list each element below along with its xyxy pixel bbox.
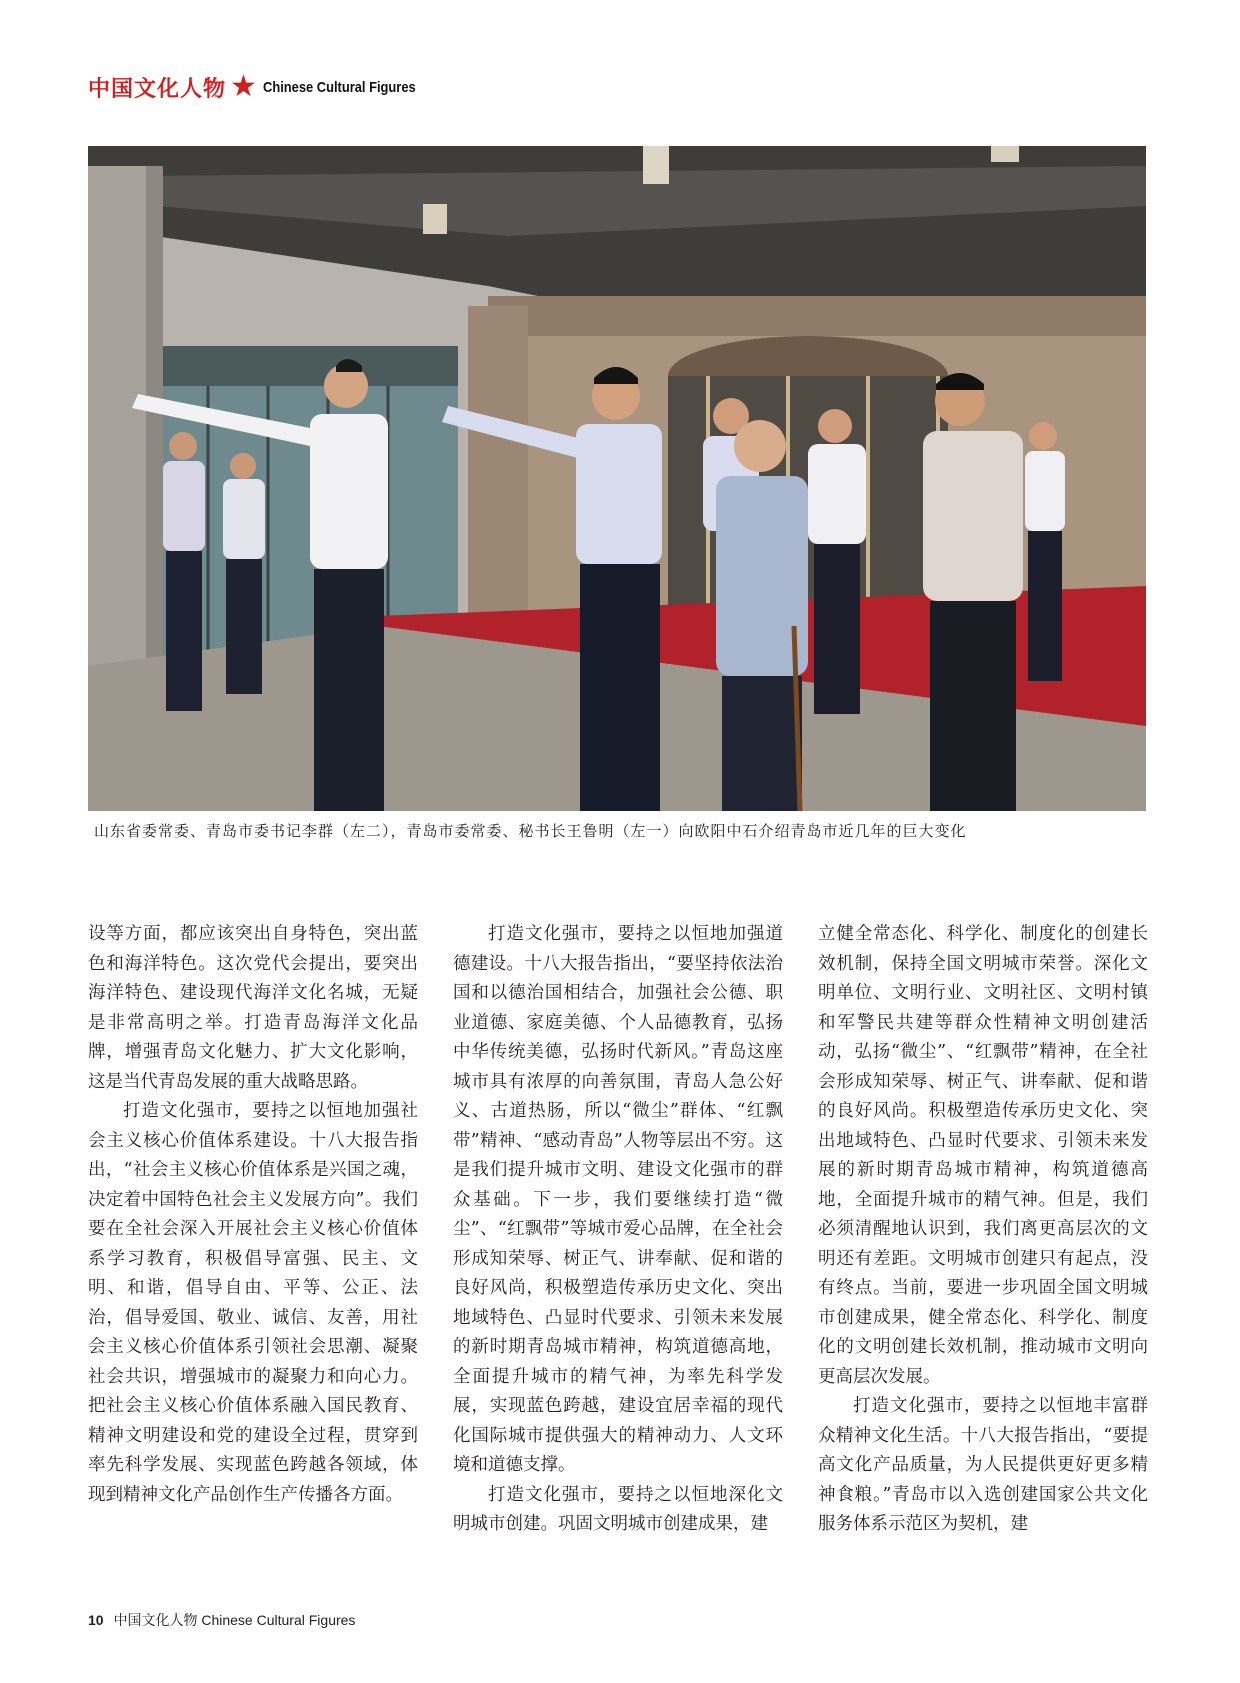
paragraph: 打造文化强市，要持之以恒地加强社会主义核心价值体系建设。十八大报告指出，“社会主义核心价值体系是兴国之魂，决定着中国特色社会主义发展方向”。我们要在全社会深入开展社会主义核心价值体系学习教育，积极倡导富强、民主、文明、和谐，倡导自由、平等、公正、法治，倡导爱国、敬业、诚信、友善，用社会主义核心价值体系引领社会思潮、凝聚社会共识，增强城市的凝聚力和向心力。把社会主义核心价值体系融入国民教育、精神文明建设和党的建设全过程，贯穿到率先科学发展、实现蓝色跨越各领域，体现到精神文化产品创作生产传播各方面。 [88, 1101, 418, 1505]
text-column-3 [818, 920, 1148, 1540]
page-number: 10 [88, 1612, 104, 1628]
photo-caption: 山东省委常委、青岛市委书记李群（左二），青岛市委常委、秘书长王鲁明（左一）向欧阳中石介绍青岛市近几年的巨大变化 [94, 822, 967, 840]
photo-illustration [88, 146, 1146, 811]
magazine-title-en: Chinese Cultural Figures [262, 78, 416, 96]
footer-magazine-name: 中国文化人物 Chinese Cultural Figures [113, 1612, 356, 1628]
text-column-2 [453, 920, 783, 1540]
paragraph: 打造文化强市，要持之以恒地深化文明城市创建。巩固文明城市创建成果，建 [453, 1484, 783, 1534]
magazine-title-cn: 中国文化人物 [88, 75, 227, 102]
page-footer [88, 1610, 355, 1630]
paragraph: 打造文化强市，要持之以恒地加强道德建设。十八大报告指出，“要坚持依法治国和以德治国相结合，加强社会公德、职业道德、家庭美德、个人品德教育，弘扬中华传统美德，弘扬时代新风。”青岛这座城市具有浓厚的向善氛围，青岛人急公好义、古道热肠，所以“微尘”群体、“红飘带”精神、“感动青岛”人物等层出不穷。这是我们提升城市文明、建设文化强市的群众基础。下一步，我们要继续打造“微尘”、“红飘带”等城市爱心品牌，在全社会形成知荣辱、树正气、讲奉献、促和谐的良好风尚，积极塑造传承历史文化、突出地域特色、凸显时代要求、引领未来发展的新时期青岛城市精神，构筑道德高地，全面提升城市的精气神，为率先科学发展，实现蓝色跨越，建设宜居幸福的现代化国际城市提供强大的精神动力、人文环境和道德支撑。 [453, 924, 783, 1475]
star-icon: ★ [230, 69, 257, 104]
paragraph: 设等方面，都应该突出自身特色，突出蓝色和海洋特色。这次党代会提出，要突出海洋特色、建设现代海洋文化名城，无疑是非常高明之举。打造青岛海洋文化品牌，增强青岛文化魅力、扩大文化影响，这是当代青岛发展的重大战略思路。 [88, 924, 418, 1092]
paragraph: 立健全常态化、科学化、制度化的创建长效机制，保持全国文明城市荣誉。深化文明单位、文明行业、文明社区、文明村镇和军警民共建等群众性精神文明创建活动，弘扬“微尘”、“红飘带”精神，在全社会形成知荣辱、树正气、讲奉献、促和谐的良好风尚。积极塑造传承历史文化、突出地域特色、凸显时代要求、引领未来发展的新时期青岛城市精神，构筑道德高地，全面提升城市的精气神。但是，我们必须清醒地认识到，我们离更高层次的文明还有差距。文明城市创建只有起点，没有终点。当前，要进一步巩固全国文明城市创建成果，健全常态化、科学化、制度化的文明创建长效机制，推动城市文明向更高层次发展。 [818, 924, 1148, 1387]
text-column-1 [88, 920, 418, 1510]
paragraph: 打造文化强市，要持之以恒地丰富群众精神文化生活。十八大报告指出，“要提高文化产品质量，为人民提供更好更多精神食粮。”青岛市以入选创建国家公共文化服务体系示范区为契机，建 [818, 1396, 1148, 1534]
article-photo [88, 146, 1146, 811]
magazine-header [88, 70, 440, 104]
